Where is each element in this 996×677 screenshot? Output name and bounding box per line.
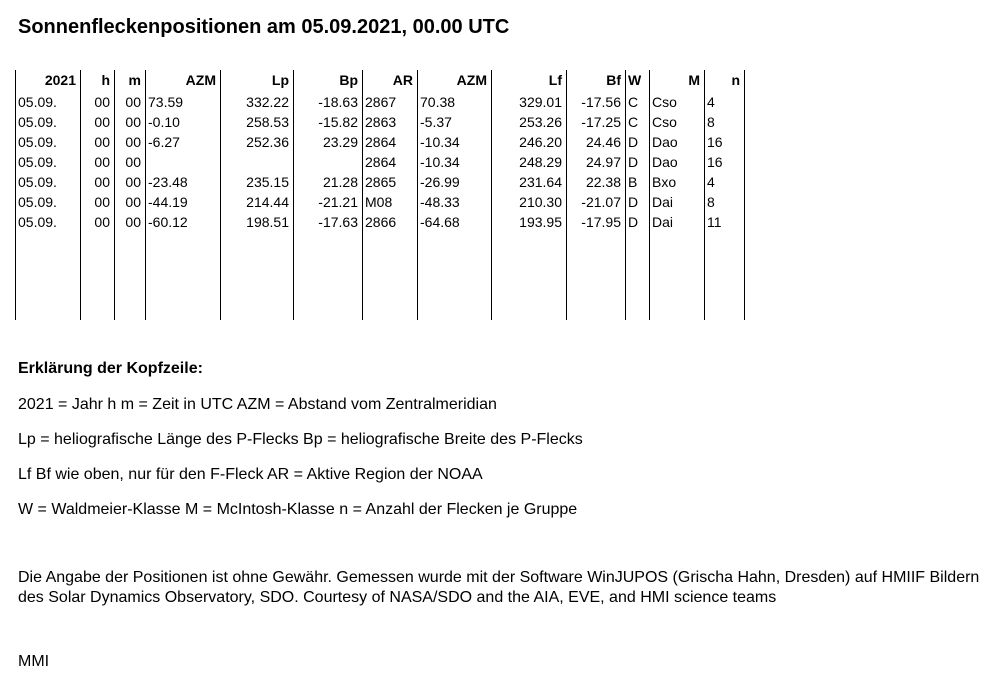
table-header-cell: AZM	[185, 72, 216, 88]
table-cell: 24.46	[585, 134, 621, 150]
table-cell: 00	[125, 194, 141, 210]
table-cell: 231.64	[519, 174, 562, 190]
table-cell: 23.29	[322, 134, 358, 150]
table-column-divider	[362, 70, 363, 320]
table-column-divider	[145, 70, 146, 320]
table-cell: -17.63	[318, 214, 358, 230]
table-header-cell: 2021	[44, 72, 76, 88]
table-cell: 00	[125, 114, 141, 130]
table-column-divider	[649, 70, 650, 320]
table-cell: 05.09.	[18, 194, 57, 210]
table-cell: -64.68	[420, 214, 460, 230]
table-cell: 8	[707, 194, 715, 210]
table-cell: 252.36	[246, 134, 289, 150]
table-cell: 70.38	[420, 94, 456, 110]
table-cell: -6.27	[148, 134, 180, 150]
table-cell: 2864	[365, 154, 397, 170]
table-cell: -18.63	[318, 94, 358, 110]
table-cell: -26.99	[420, 174, 460, 190]
table-cell: -60.12	[148, 214, 188, 230]
table-column-divider	[704, 70, 705, 320]
table-cell: -23.48	[148, 174, 188, 190]
table-cell: 00	[94, 194, 110, 210]
table-cell: 2865	[365, 174, 397, 190]
table-cell: 246.20	[519, 134, 562, 150]
table-cell: Cso	[652, 94, 677, 110]
table-cell: 248.29	[519, 154, 562, 170]
table-column-divider	[744, 70, 745, 320]
table-cell: 05.09.	[18, 114, 57, 130]
table-cell: 00	[94, 174, 110, 190]
table-cell: 05.09.	[18, 214, 57, 230]
table-cell: 2863	[365, 114, 397, 130]
table-cell: M08	[365, 194, 393, 210]
table-header-cell: m	[128, 72, 141, 88]
table-cell: 2864	[365, 134, 397, 150]
table-cell: D	[628, 194, 639, 210]
table-header-cell: Lf	[548, 72, 562, 88]
table-column-divider	[15, 70, 16, 320]
table-cell: 05.09.	[18, 174, 57, 190]
table-cell: 00	[94, 114, 110, 130]
table-cell: Dai	[652, 214, 674, 230]
table-cell: Dao	[652, 154, 678, 170]
table-header-cell: n	[731, 72, 740, 88]
table-column-divider	[417, 70, 418, 320]
table-cell: -10.34	[420, 154, 460, 170]
table-cell: 00	[125, 154, 141, 170]
table-cell: -21.07	[581, 194, 621, 210]
table-column-divider	[80, 70, 81, 320]
table-cell: D	[628, 134, 639, 150]
table-cell: 00	[94, 214, 110, 230]
table-cell: Bxo	[652, 174, 677, 190]
table-header-cell: W	[628, 72, 642, 88]
table-cell: 253.26	[519, 114, 562, 130]
table-cell: 24.97	[585, 154, 621, 170]
legend-heading: Erklärung der Kopfzeile:	[18, 360, 203, 377]
table-cell: -17.25	[581, 114, 621, 130]
table-header-cell: Bp	[339, 72, 358, 88]
table-cell: Dai	[652, 194, 674, 210]
table-column-divider	[491, 70, 492, 320]
table-column-divider	[220, 70, 221, 320]
table-cell: -21.21	[318, 194, 358, 210]
table-cell: B	[628, 174, 638, 190]
signature: MMI	[18, 653, 50, 670]
table-cell: -17.56	[581, 94, 621, 110]
legend-line-4: W = Waldmeier-Klasse M = McIntosh-Klasse n = Anzahl der Flecken je Gruppe	[18, 501, 578, 518]
table-cell: 05.09.	[18, 134, 57, 150]
table-header-cell: h	[101, 72, 110, 88]
table-cell: 4	[707, 174, 715, 190]
table-cell: C	[628, 94, 639, 110]
legend-line-3: Lf Bf wie oben, nur für den F-Fleck AR = Aktive Region der NOAA	[18, 466, 483, 483]
disclaimer-paragraph: Die Angabe der Positionen ist ohne Gewähr. Gemessen wurde mit der Software WinJUPOS (Grischa Hahn, Dresden) auf HMIIF Bildern des Solar Dynamics Observatory, SDO. Courtesy of NASA/SDO and the AIA, EVE, and HMI science teams	[18, 569, 980, 606]
table-cell: 00	[94, 94, 110, 110]
table-column-divider	[566, 70, 567, 320]
table-cell: 00	[125, 94, 141, 110]
table-cell: 16	[707, 154, 723, 170]
table-cell: 00	[94, 134, 110, 150]
table-cell: 73.59	[148, 94, 184, 110]
table-header-cell: Lp	[271, 72, 289, 88]
table-cell: 214.44	[246, 194, 289, 210]
table-cell: 11	[707, 214, 722, 230]
table-cell: Cso	[652, 114, 677, 130]
table-cell: -5.37	[420, 114, 452, 130]
table-cell: 4	[707, 94, 715, 110]
table-cell: 2867	[365, 94, 397, 110]
table-cell: 235.15	[246, 174, 289, 190]
legend-line-2: Lp = heliografische Länge des P-Flecks Bp = heliografische Breite des P-Flecks	[18, 431, 583, 448]
table-cell: 00	[94, 154, 110, 170]
table-cell: 198.51	[246, 214, 289, 230]
table-cell: D	[628, 154, 639, 170]
table-cell: 00	[125, 134, 141, 150]
table-cell: -15.82	[318, 114, 358, 130]
table-column-divider	[114, 70, 115, 320]
table-cell: -10.34	[420, 134, 460, 150]
table-cell: 21.28	[322, 174, 358, 190]
table-cell: 22.38	[585, 174, 621, 190]
table-cell: 05.09.	[18, 154, 57, 170]
table-header-cell: M	[688, 72, 700, 88]
table-cell: 332.22	[246, 94, 289, 110]
page-title: Sonnenfleckenpositionen am 05.09.2021, 00.00 UTC	[18, 16, 510, 38]
table-cell: C	[628, 114, 639, 130]
table-cell: 329.01	[519, 94, 562, 110]
table-cell: 00	[125, 214, 141, 230]
table-cell: -44.19	[148, 194, 188, 210]
legend-line-1: 2021 = Jahr h m = Zeit in UTC AZM = Abstand vom Zentralmeridian	[18, 396, 497, 413]
table-cell: D	[628, 214, 639, 230]
table-cell: 00	[125, 174, 141, 190]
table-cell: -0.10	[148, 114, 180, 130]
table-cell: 210.30	[519, 194, 562, 210]
table-cell: 8	[707, 114, 715, 130]
table-cell: 2866	[365, 214, 397, 230]
table-header-cell: Bf	[606, 72, 621, 88]
table-cell: Dao	[652, 134, 678, 150]
table-cell: 258.53	[246, 114, 289, 130]
table-header-cell: AZM	[456, 72, 487, 88]
table-column-divider	[293, 70, 294, 320]
table-column-divider	[625, 70, 626, 320]
table-cell: 193.95	[519, 214, 562, 230]
table-cell: -17.95	[581, 214, 621, 230]
table-header-cell: AR	[392, 72, 413, 88]
table-cell: 16	[707, 134, 723, 150]
table-cell: 05.09.	[18, 94, 57, 110]
table-cell: -48.33	[420, 194, 460, 210]
